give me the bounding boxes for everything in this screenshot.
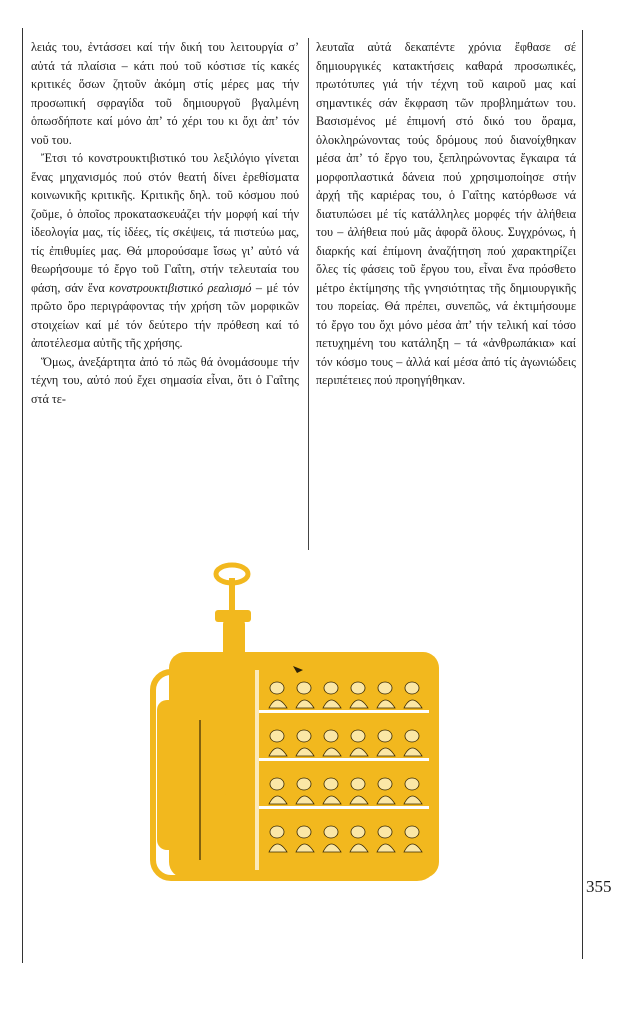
left-text-column bbox=[31, 38, 299, 408]
column-divider-rule bbox=[308, 38, 309, 550]
yellow-print-illustration bbox=[125, 560, 455, 900]
left-margin-rule bbox=[22, 28, 23, 963]
paragraph-2 bbox=[31, 149, 299, 353]
left-slab bbox=[157, 700, 185, 850]
paragraph-3: Ὅμως, ἀνεξάρτητα ἀπό τό πῶς θά ὀνομάσουμε τήν τέχνη του, αὐτό πού ἔχει σημασία εἶναι, ὅτι ὁ Γαΐτης στά τε- bbox=[31, 354, 299, 406]
white-divider bbox=[255, 670, 259, 870]
emphasized-term: κονστρουκτιβιστικό ρεαλισμό bbox=[109, 280, 252, 295]
right-margin-rule bbox=[582, 30, 583, 959]
right-text-column bbox=[316, 38, 576, 390]
paragraph-1: λειάς του, ἐντάσσει καί τήν δική του λειτουργία σ’ αὐτά τά πλαίσια – κάτι πού τοῦ κόστισε τίς κακές κριτικές ὅσων ζητοῦν ἀκόμη στίς μέρες μας τήν προσωπική σφραγίδα τοῦ δημιουργοῦ βγαλμένη ὁπωσδήποτε καί μόνο ἀπ’ τό χέρι του κι ὄχι ἀπ’ τόν νοῦ του. bbox=[31, 40, 299, 147]
paragraph-4: λευταῖα αὐτά δεκαπέντε χρόνια ἔφθασε σέ δημιουργικές κατακτήσεις καθαρά προσωπικές, πρωτότυπες γιά τήν τέχνη τοῦ καιροῦ μας καί σημαντικές σάν ἔκφραση τῶν προβλημάτων του. Βασισμένος μέ ἐπιμονή στό δικό του ὅραμα, ὁλοκληρώνοντας τούς δρόμους πού διανοίχθηκαν μέσα ἀπ’ τό ἔργο του, ξεπληρώνοντας ἔγκαιρα τά μορφοπλαστικά δάνεια πού χρησιμοποίησε στήν ἀρχή τῆς καριέρας του, ὁ Γαΐτης κατόρθωσε νά διατυπώσει μέ τίς κατάλληλες μορφές τήν ἀλήθεια του – ἀλήθεια πού μᾶς ἀφορᾶ ὅλους. Συγχρόνως, ἡ διαρκής καί ἐπίμονη ἀναζήτηση πού χαρακτηρίζει ὅλες τίς φάσεις τοῦ ἔργου του, εἶναι ἕνα πρόσθετο μέτρο ἐκτίμησης τῆς γνησιότητας τῆς δημιουργικῆς του πορείας. Θά πρέπει, συνεπῶς, νά ἐκτιμήσουμε τό ἔργο του ὄχι μόνο μέσα ἀπ’ τήν τελική καί τόσο πετυχημένη του κατάληξη – τά «ἀνθρωπάκια» καί τόν κόσμο τους – ἀλλά καί μέσα ἀπό τίς ἀγωνιώδεις περιπέτειες πού προηγήθηκαν. bbox=[316, 40, 576, 387]
column-post bbox=[223, 620, 245, 795]
page-number: 355 bbox=[586, 877, 612, 896]
paragraph-2-end: – μέ τόν πρῶτο ὅρο περιγράφοντας τήν χρήση τῶν μορφικῶν στοιχείων καί μέ τόν δεύτερο τήν πρόθεση καί τό ἀποτέλεσμα αὐτῆς τῆς χρήσης. bbox=[31, 280, 300, 350]
paragraph-2-start: Ἔτσι τό κονστρουκτιβιστικό του λεξιλόγιο γίνεται ἕνας μηχανισμός πού στόν θεατή δίνει ἐρεθίσματα κοινωνικῆς κριτικῆς. Κριτικῆς δηλ. τοῦ κόσμου πού ζοῦμε, ὁ ὁποῖος προκατασκευάζει τήν μορφή καί τήν ἰδεολογία μας, τίς ἰδέες, τίς σκέψεις, τά πιστεύω μας, τίς ἐπιθυμίες μας. Θά μπορούσαμε ἴσως γι’ αὐτό νά θεωρήσουμε τό ἔργο τοῦ Γαΐτη, στήν τελευταία του φάση, σάν ἕνα bbox=[31, 151, 299, 295]
